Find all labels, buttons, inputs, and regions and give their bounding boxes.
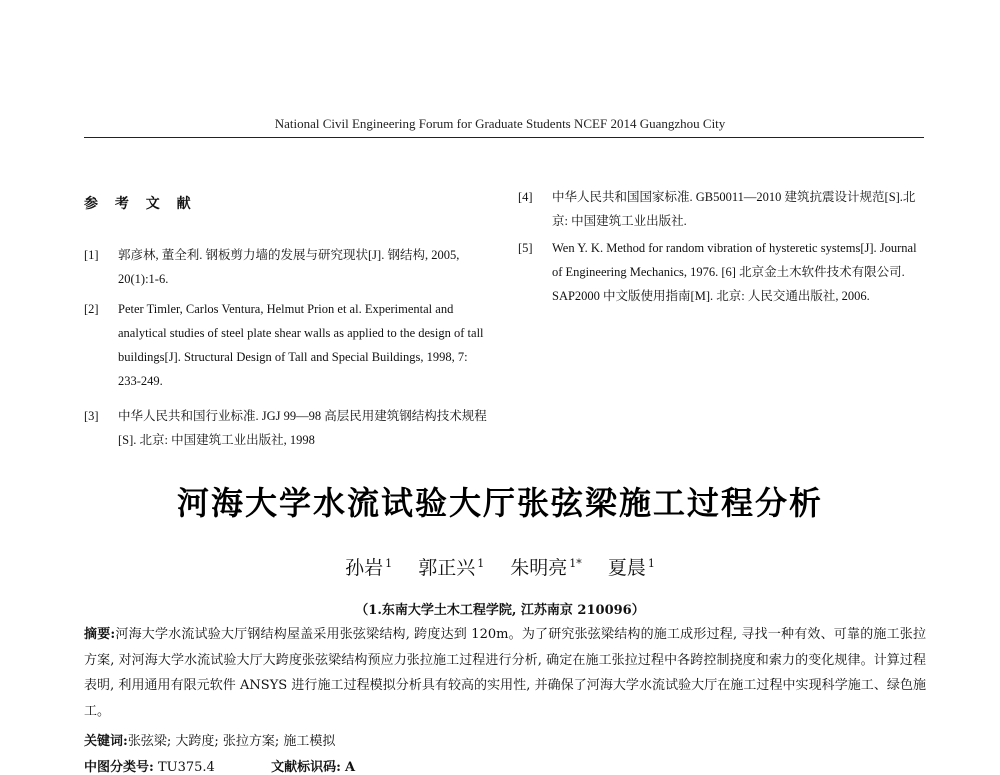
paper-title: 河海大学水流试验大厅张弦梁施工过程分析: [176, 484, 823, 522]
reference-text: Wen Y. K. Method for random vibration of hysteretic systems[J]. Journal of Engineering Mechanics, 1976. [6] 北京金土木软件技术有限公司. SAP2000 中文版使用指南[M]. 北京: 人民交通出版社, 2006.: [552, 241, 917, 303]
keywords-text: 张弦梁; 大跨度; 张拉方案; 施工模拟: [127, 734, 336, 749]
reference-text: 中华人民共和国行业标准. JGJ 99—98 高层民用建筑钢结构技术规程[S]. 北京: 中国建筑工业出版社, 1998: [118, 409, 487, 447]
running-header: National Civil Engineering Forum for Graduate Students NCEF 2014 Guangzhou City: [274, 116, 726, 131]
author-mark: 1*: [569, 556, 582, 570]
reference-item: [518, 236, 926, 308]
author: [418, 553, 484, 580]
author: [608, 553, 655, 580]
reference-text: Peter Timler, Carlos Ventura, Helmut Prion et al. Experimental and analytical studies of steel plate shear walls as applied to the design of tall buildings[J]. Structural Design of Tall and Special Buildings, 1998, 7: 233-249.: [118, 302, 484, 388]
reference-number: [4]: [518, 190, 533, 204]
reference-text: 中华人民共和国国家标准. GB50011—2010 建筑抗震设计规范[S].北京: 中国建筑工业出版社.: [552, 190, 916, 228]
reference-item: [84, 243, 488, 291]
class-number-label: 中图分类号:: [84, 760, 154, 775]
reference-item: [84, 297, 488, 393]
doc-code-label: 文献标识码:: [271, 760, 341, 775]
author: [345, 553, 392, 580]
reference-number: [5]: [518, 241, 533, 255]
reference-number: [3]: [84, 409, 99, 423]
classification-line: [84, 756, 355, 775]
reference-text: 郭彦林, 董全利. 钢板剪力墙的发展与研究现状[J]. 钢结构, 2005, 20(1):1-6.: [118, 248, 460, 286]
author-name: 夏晨: [607, 557, 646, 579]
author-mark: 1: [385, 556, 393, 570]
reference-number: [2]: [84, 302, 99, 316]
author: [510, 553, 582, 580]
author-mark: 1: [647, 556, 655, 570]
reference-number: [1]: [84, 248, 99, 262]
abstract: [84, 622, 926, 724]
keywords-label: 关键词:: [84, 734, 128, 749]
references-heading: 参 考 文 献: [84, 196, 197, 212]
author-list: [0, 553, 1000, 580]
doc-code-value: A: [345, 760, 356, 775]
author-name: 郭正兴: [418, 557, 476, 579]
class-number-value: TU375.4: [157, 760, 215, 775]
header-rule: [84, 137, 924, 138]
abstract-text: 河海大学水流试验大厅钢结构屋盖采用张弦梁结构, 跨度达到 120m。为了研究张弦梁结构的施工成形过程, 寻找一种有效、可靠的施工张拉方案, 对河海大学水流试验大厅大跨度张弦梁结构预应力张拉施工过程进行分析, 确定在施工张拉过程中各跨控制挠度和索力的变化规律。计算过程表明, 利用通用有限元软件 ANSYS 进行施工过程模拟分析具有较高的实用性, 并确保了河海大学水流试验大厅在施工过程中实现科学施工、绿色施工。: [84, 627, 926, 719]
keywords: [84, 730, 335, 749]
reference-item: [518, 185, 926, 233]
author-name: 孙岩: [345, 557, 384, 579]
author-name: 朱明亮: [510, 557, 568, 579]
abstract-label: 摘要:: [84, 627, 116, 642]
author-mark: 1: [477, 556, 485, 570]
affiliation: （1.东南大学土木工程学院, 江苏南京 210096）: [355, 603, 645, 618]
reference-item: [84, 404, 488, 452]
